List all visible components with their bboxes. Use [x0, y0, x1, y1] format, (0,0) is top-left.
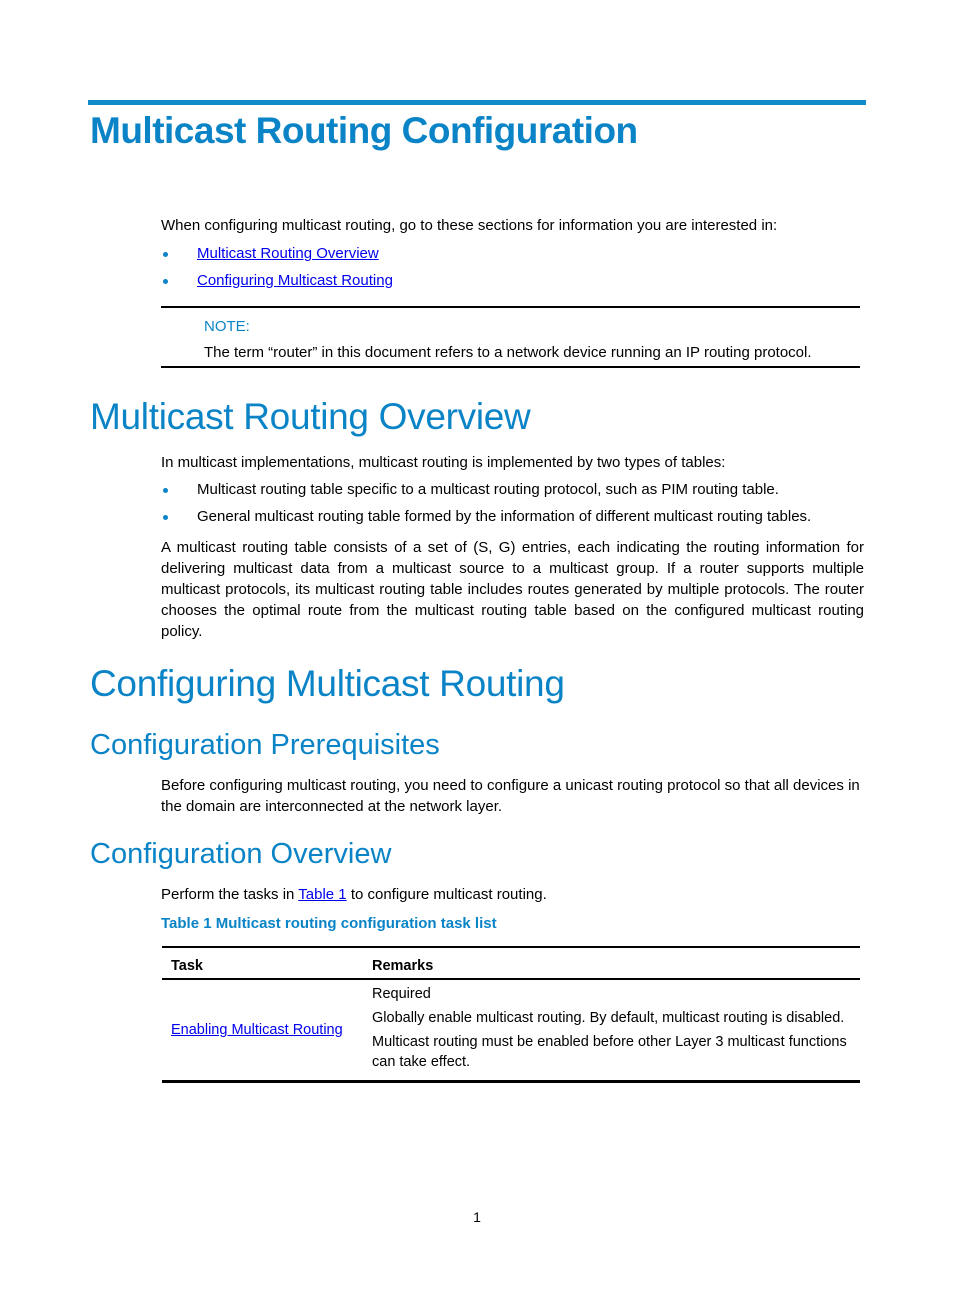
text-before-link: Perform the tasks in	[161, 886, 299, 903]
intro-link-list	[161, 243, 864, 297]
remark-line: Globally enable multicast routing. By default, multicast routing is disabled.	[372, 1010, 845, 1026]
chapter-title: Multicast Routing Configuration	[90, 110, 638, 151]
table-caption: Table 1 Multicast routing configuration task list	[161, 915, 497, 932]
overview-lead: In multicast implementations, multicast routing is implemented by two types of tables:	[161, 454, 726, 471]
subsection-heading-prerequisites: Configuration Prerequisites	[90, 729, 440, 761]
list-item	[161, 270, 864, 297]
overview-paragraph: A multicast routing table consists of a set of (S, G) entries, each indicating the routing information for delivering multicast data from a multicast source to a multicast group. If a router supports multiple multicast protocols, its multicast routing table includes routes generated by multiple protocols. The router chooses the optimal route from the multicast routing table based on the configured multicast routing policy.	[161, 539, 864, 640]
link-configuring-multicast-routing[interactable]: Configuring Multicast Routing	[197, 272, 393, 289]
remark-line: Multicast routing must be enabled before other Layer 3 multicast functions can take effect.	[372, 1034, 847, 1070]
text-after-link: to configure multicast routing.	[346, 886, 547, 903]
bullet-icon	[163, 515, 168, 520]
intro-text: When configuring multicast routing, go to these sections for information you are interested in:	[161, 217, 778, 234]
link-enabling-multicast-routing[interactable]: Enabling Multicast Routing	[171, 1022, 343, 1038]
list-item	[161, 243, 864, 270]
list-item	[161, 506, 864, 533]
bullet-icon	[163, 279, 168, 284]
prerequisites-text: Before configuring multicast routing, you need to configure a unicast routing protocol so that all devices in the domain are interconnected at the network layer.	[161, 777, 860, 815]
list-item-text: General multicast routing table formed by the information of different multicast routing tables.	[197, 508, 812, 525]
overview-bullet-list	[161, 479, 864, 533]
task-table	[162, 946, 860, 1083]
note-label: NOTE:	[204, 318, 250, 335]
remarks-cell	[363, 979, 860, 1082]
bullet-icon	[163, 488, 168, 493]
page-number: 1	[473, 1209, 481, 1225]
list-item-text: Multicast routing table specific to a multicast routing protocol, such as PIM routing table.	[197, 481, 779, 498]
link-multicast-routing-overview[interactable]: Multicast Routing Overview	[197, 245, 379, 262]
chapter-rule	[88, 100, 866, 105]
note-box	[161, 306, 860, 368]
remark-line: Required	[372, 986, 431, 1002]
list-item	[161, 479, 864, 506]
column-header-remarks: Remarks	[363, 947, 860, 979]
bullet-icon	[163, 252, 168, 257]
table-row	[162, 979, 860, 1082]
config-overview-text	[161, 884, 864, 905]
column-header-task: Task	[162, 947, 363, 979]
section-heading-overview: Multicast Routing Overview	[90, 396, 531, 437]
section-heading-configuring: Configuring Multicast Routing	[90, 663, 565, 704]
table-header-row	[162, 947, 860, 979]
table-1-link[interactable]: Table 1	[298, 886, 347, 903]
note-text: The term “router” in this document refers to a network device running an IP routing protocol.	[204, 344, 812, 361]
task-cell	[162, 979, 363, 1082]
subsection-heading-config-overview: Configuration Overview	[90, 838, 392, 870]
